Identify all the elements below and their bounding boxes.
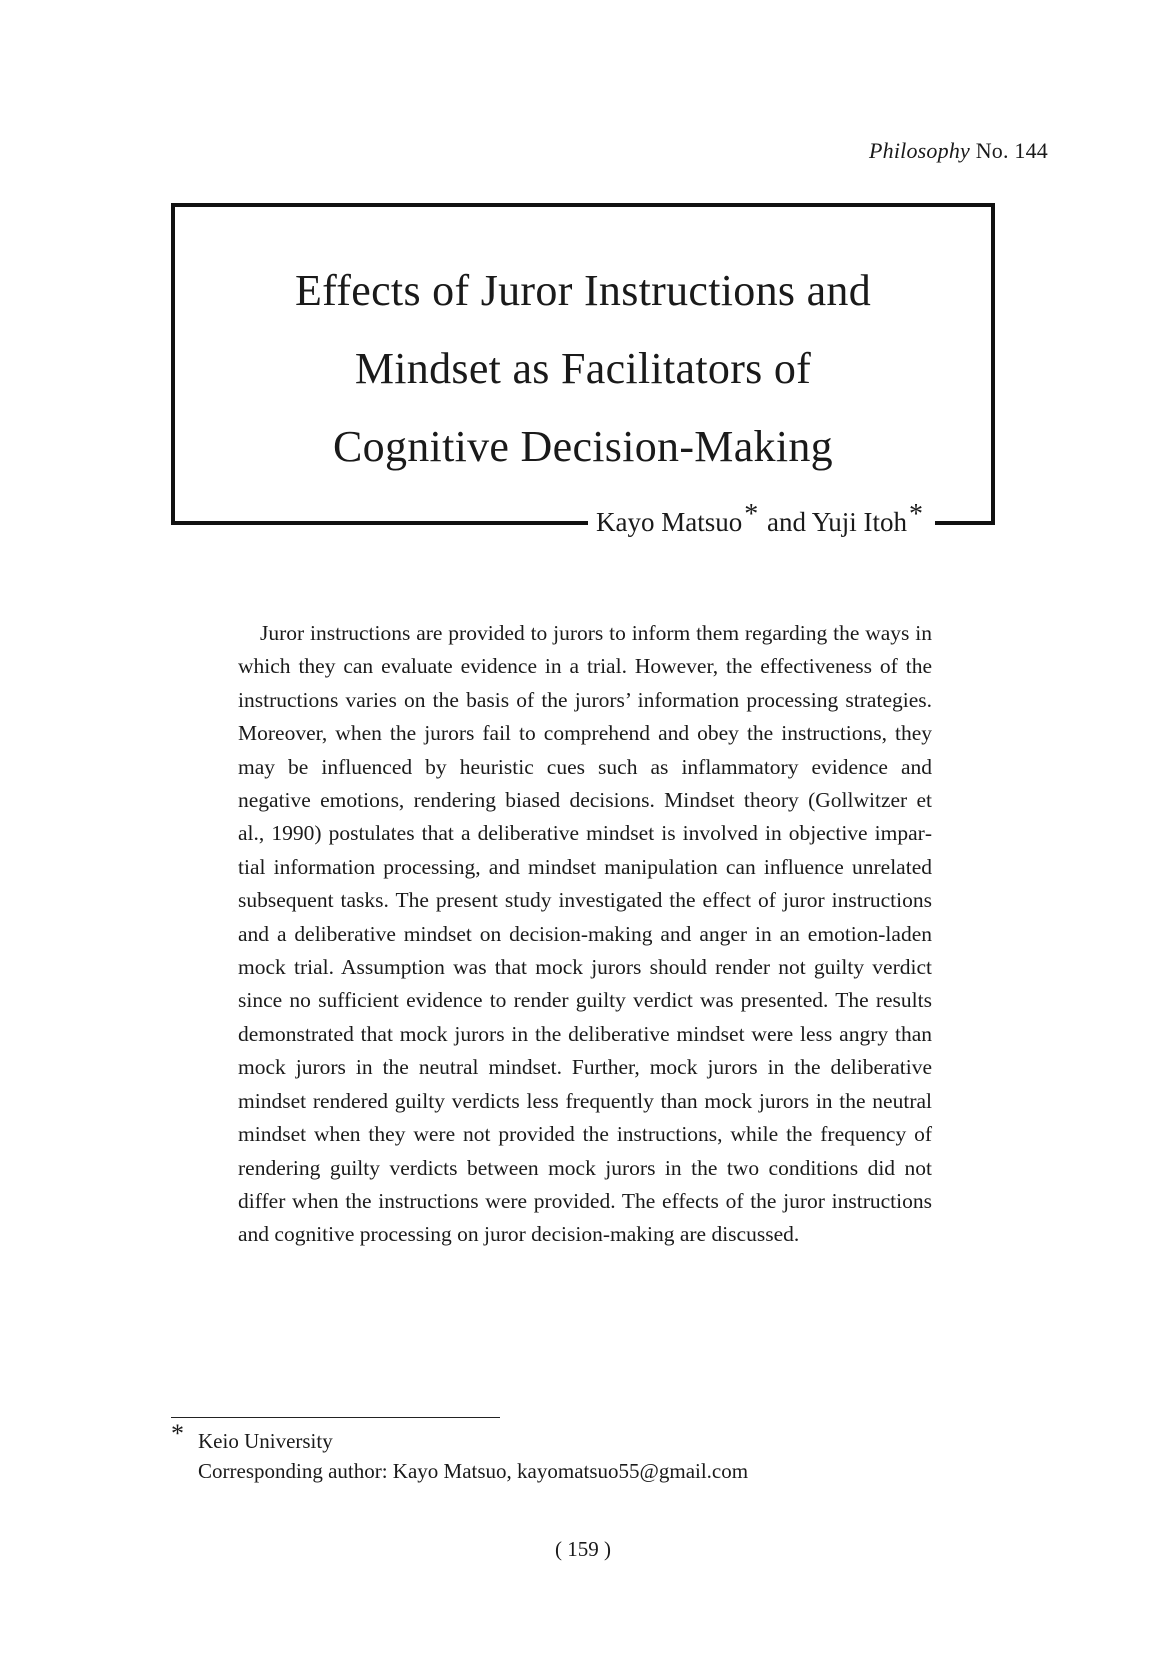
footnote-mark: *: [171, 1419, 184, 1448]
title-line-1: Effects of Juror Instructions and: [294, 266, 872, 315]
footnote: [198, 1426, 748, 1486]
author-1: Kayo Matsuo: [596, 507, 743, 537]
title-line-2: Mindset as Facilitators of: [354, 344, 812, 393]
author-connector: and: [767, 507, 806, 537]
journal-name: Philosophy: [869, 138, 970, 163]
footnote-divider: [171, 1417, 500, 1418]
journal-issue: No. 144: [975, 138, 1048, 163]
abstract: Juror instructions are provided to jurors to inform them regarding the ways in which they can evaluate evidence in a trial. However, the effectiveness of the instructions varies on the basis of the jurors’ information processing strategies. Moreover, when the jurors fail to comprehend and obey the instructions, they may be influenced by heuristic cues such as inflammatory evidence and negative emotions, rendering biased decisions. Mindset theory (Gollwitzer et al., 1990) postulates that a deliberative mindset is involved in objective impartial information processing, and mindset manipulation can influence unrelated subsequent tasks. The present study investigated the effect of juror instructions and a deliberative mindset on decision-making and anger in an emotion-laden mock trial. Assumption was that mock jurors should render not guilty verdict since no sufficient evidence to render guilty verdict was presented. The results demonstrated that mock jurors in the deliberative mindset were less angry than mock jurors in the neutral mindset. Further, mock jurors in the deliberative mindset rendered guilty verdicts less frequently than mock jurors in the neutral mindset when they were not provided the instructions, while the frequency of rendering guilty verdicts between mock jurors in the two conditions did not differ when the instructions were provided. The effects of the juror instructions and cognitive processing on juror decision-making are discussed.: [238, 621, 932, 1247]
author-2-footnote-mark: *: [909, 499, 923, 530]
article-title: [171, 252, 995, 486]
journal-header: [869, 138, 1048, 164]
author-1-footnote-mark: *: [744, 499, 759, 530]
author-2: Yuji Itoh: [811, 507, 907, 537]
footnote-contact: Corresponding author: Kayo Matsuo, kayomatsuo55@gmail.com: [198, 1459, 749, 1483]
title-line-3: Cognitive Decision-Making: [333, 422, 833, 471]
footnote-affiliation: Keio University: [198, 1429, 333, 1453]
page-number: ( 159 ): [555, 1537, 611, 1561]
author-line: [588, 499, 935, 541]
